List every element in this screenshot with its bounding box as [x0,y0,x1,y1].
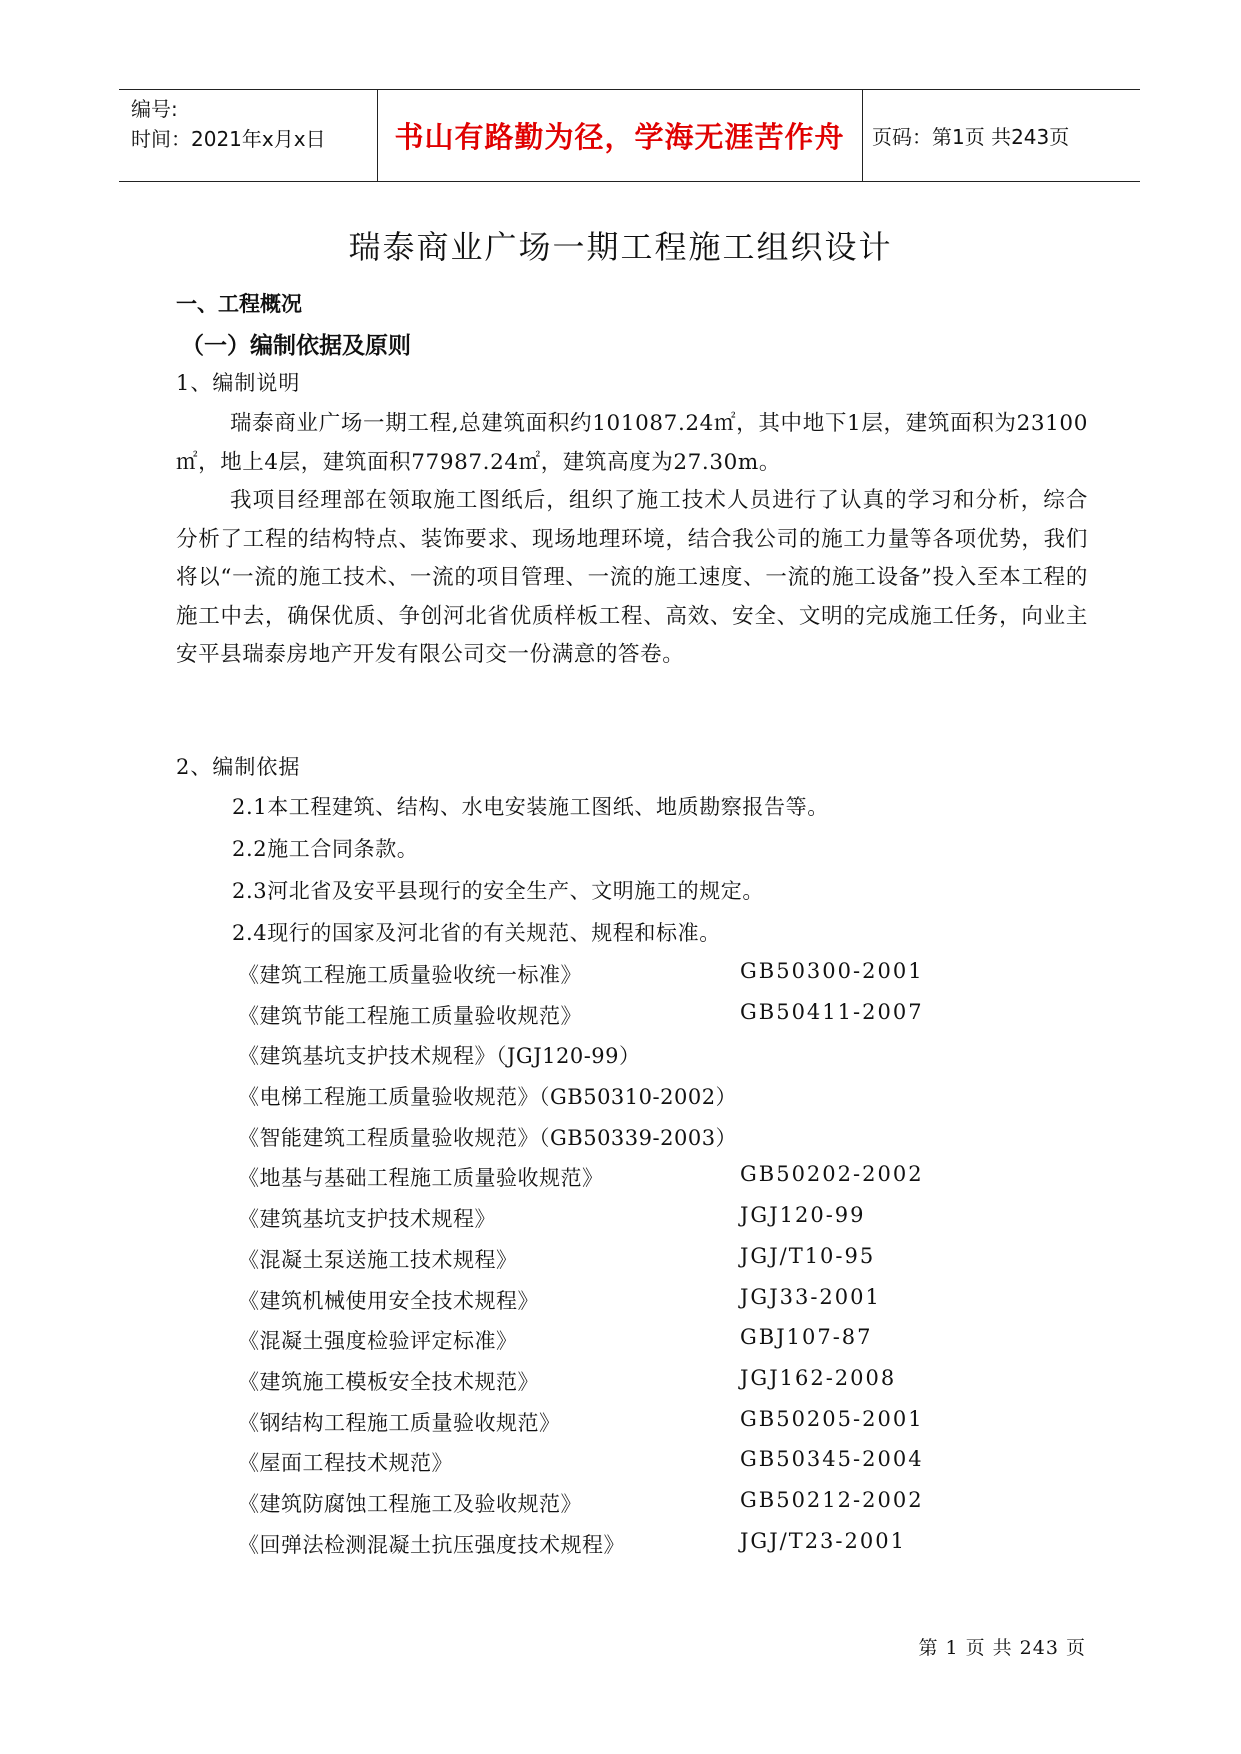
basis-item: 2.3河北省及安平县现行的安全生产、文明施工的规定。 [232,879,764,903]
standard-name: 《钢结构工程施工质量验收规范》 [238,1410,561,1435]
standard-code: GB50202-2002 [740,1162,924,1187]
standards-list [238,959,1098,1569]
item-heading-basis: 2、编制依据 [176,755,301,779]
header-meta [131,94,326,154]
standard-code: GB50300-2001 [740,959,924,983]
list-item [238,1325,1098,1366]
document-title: 瑞泰商业广场一期工程施工组织设计 [348,228,893,266]
standard-name: 《建筑机械使用安全技术规程》 [238,1288,539,1313]
list-item [238,1203,1098,1244]
list-item [238,1366,1098,1407]
standard-code: JGJ/T23-2001 [740,1528,906,1553]
list-item [238,1244,1098,1285]
standard-name: 《建筑工程施工质量验收统一标准》 [238,963,582,987]
standard-name: 《建筑节能工程施工质量验收规范》 [238,1003,582,1028]
standard-code: GB50411-2007 [740,999,924,1024]
header-divider [862,90,863,181]
standard-code: JGJ33-2001 [740,1284,881,1309]
list-item [238,1162,1098,1203]
list-item [238,1081,1098,1122]
list-item [238,1122,1098,1163]
standard-name: 《建筑基坑支护技术规程》（JGJ120-99） [238,1044,641,1069]
paragraph-approach: 我项目经理部在领取施工图纸后，组织了施工技术人员进行了认真的学习和分析，综合分析了工程的结构特点、装饰要求、现场地理环境，结合我公司的施工力量等各项优势，我们将以“一流的施工技术、一流的项目管理、一流的施工速度、一流的施工设备”投入至本工程的施工中去，确保优质、争创河北省优质样板工程、高效、安全、文明的完成施工任务，向业主安平县瑞泰房地产开发有限公司交一份满意的答卷。 [176,488,1088,667]
standard-code: GB50345-2004 [740,1447,924,1472]
standard-code: GB50212-2002 [740,1487,924,1512]
standard-name: 《建筑施工模板安全技术规范》 [238,1369,539,1394]
list-item [238,959,1098,1000]
standard-code: JGJ/T10-95 [740,1243,876,1268]
list-item [238,1488,1098,1529]
section-heading: 一、工程概况 [176,292,302,316]
basis-item: 2.1本工程建筑、结构、水电安装施工图纸、地质勘察报告等。 [232,795,829,819]
page-footer: 第 1 页 共 243 页 [918,1637,1086,1659]
item-heading-description: 1、编制说明 [176,371,301,395]
list-item [238,1285,1098,1326]
standard-name: 《智能建筑工程质量验收规范》（GB50339-2003） [238,1125,738,1150]
standard-name: 《地基与基础工程施工质量验收规范》 [238,1166,604,1191]
list-item [238,1040,1098,1081]
header-page-info: 页码：第1页 共243页 [872,125,1070,149]
standard-name: 《回弹法检测混凝土抗压强度技术规程》 [238,1532,625,1557]
standard-name: 《混凝土强度检验评定标准》 [238,1329,518,1354]
subsection-heading: （一）编制依据及原则 [181,333,411,359]
header-number-label: 编号: [131,97,178,121]
list-item [238,1447,1098,1488]
standard-name: 《电梯工程施工质量验收规范》（GB50310-2002） [238,1085,738,1110]
basis-item: 2.2施工合同条款。 [232,837,419,861]
standard-code: JGJ120-99 [740,1203,866,1228]
list-item [238,1407,1098,1448]
standard-code: GBJ107-87 [740,1325,873,1350]
paragraph-overview: 瑞泰商业广场一期工程,总建筑面积约101087.24㎡，其中地下1层，建筑面积为23100㎡，地上4层，建筑面积77987.24㎡，建筑高度为27.30m。 [176,411,1088,475]
standard-name: 《屋面工程技术规范》 [238,1451,453,1476]
standard-name: 《建筑防腐蚀工程施工及验收规范》 [238,1491,582,1516]
standard-name: 《混凝土泵送施工技术规程》 [238,1247,518,1272]
header-motto: 书山有路勤为径，学海无涯苦作舟 [394,120,845,154]
header-time-label: 时间：2021年x月x日 [131,127,326,151]
standard-code: JGJ162-2008 [740,1365,897,1390]
list-item [238,1000,1098,1041]
list-item [238,1529,1098,1570]
basis-item: 2.4现行的国家及河北省的有关规范、规程和标准。 [232,921,721,945]
standard-code: GB50205-2001 [740,1406,924,1431]
standard-name: 《建筑基坑支护技术规程》 [238,1207,496,1232]
document-header [119,89,1140,182]
